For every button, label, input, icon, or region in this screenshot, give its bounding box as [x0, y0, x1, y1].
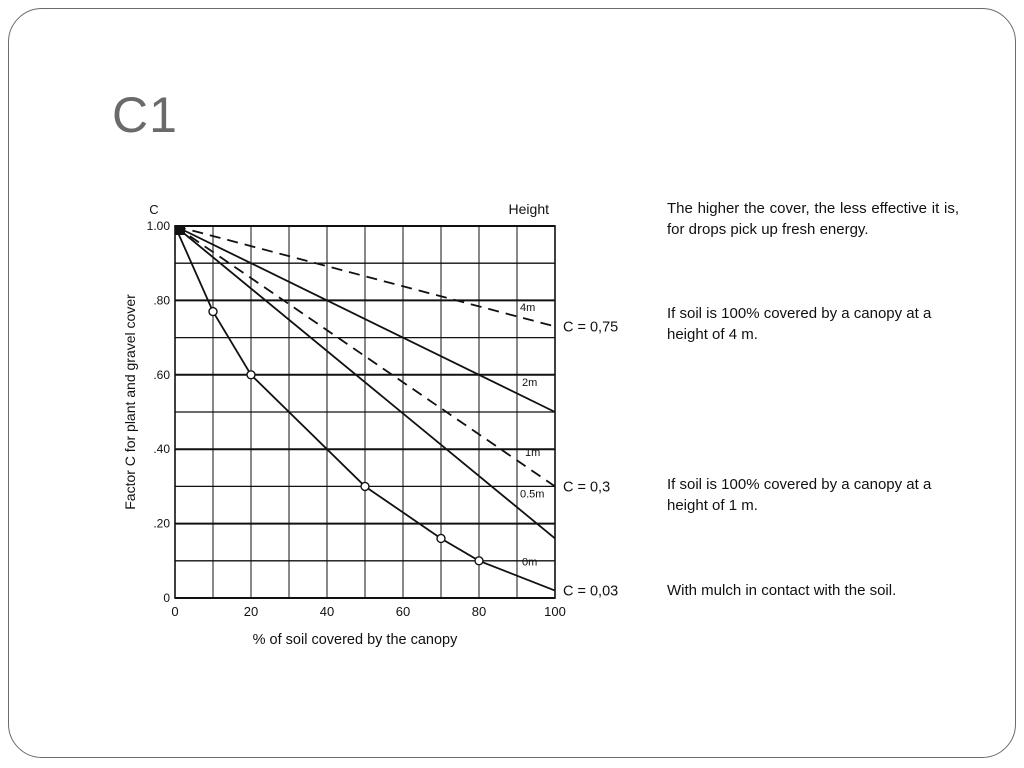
series-label-2m: 2m: [522, 376, 538, 389]
y-tick-label: .80: [153, 293, 170, 308]
y-tick-label: 0: [163, 591, 170, 605]
y-axis-short-label: C: [149, 202, 159, 217]
x-axis-label: % of soil covered by the canopy: [252, 632, 458, 648]
chart-labels: [122, 201, 618, 648]
y-tick-label: .20: [153, 516, 170, 531]
data-point: [437, 534, 445, 542]
x-tick-label: 0: [171, 604, 179, 619]
data-point: [361, 482, 369, 490]
c-value-annotation: C = 0,03: [563, 583, 619, 600]
series-label-4m: 4m: [520, 302, 536, 315]
slide-title: C1: [112, 87, 178, 143]
note-canopy-4m: If soil is 100% covered by a canopy at a height of 4 m.: [667, 305, 932, 343]
note-cover-height: The higher the cover, the less effective it is, for drops pick up fresh energy.: [667, 200, 959, 238]
data-point: [209, 308, 217, 316]
note-mulch: With mulch in contact with the soil.: [667, 582, 897, 599]
data-point: [475, 557, 483, 565]
y-axis-label: Factor C for plant and gravel cover: [122, 294, 138, 510]
legend-title: Height: [508, 201, 549, 217]
chart-grid: [175, 226, 555, 598]
y-tick-label: .60: [153, 367, 170, 382]
note-canopy-1m: If soil is 100% covered by a canopy at a height of 1 m.: [667, 476, 932, 514]
c-value-annotation: C = 0,75: [563, 319, 619, 336]
c-value-annotation: C = 0,3: [563, 479, 611, 496]
series-label-0m: 0m: [522, 556, 538, 569]
series-label-1m: 1m: [525, 446, 541, 459]
x-tick-label: 80: [471, 604, 487, 619]
x-tick-label: 40: [319, 604, 335, 619]
origin-marker: [175, 226, 185, 235]
data-point: [247, 371, 255, 379]
y-tick-label: 1.00: [146, 219, 170, 233]
x-tick-label: 60: [395, 604, 411, 619]
x-tick-label: 100: [544, 604, 566, 619]
y-tick-label: .40: [153, 442, 170, 457]
x-tick-label: 20: [243, 604, 259, 619]
series-label-0-5m: 0.5m: [520, 488, 545, 501]
